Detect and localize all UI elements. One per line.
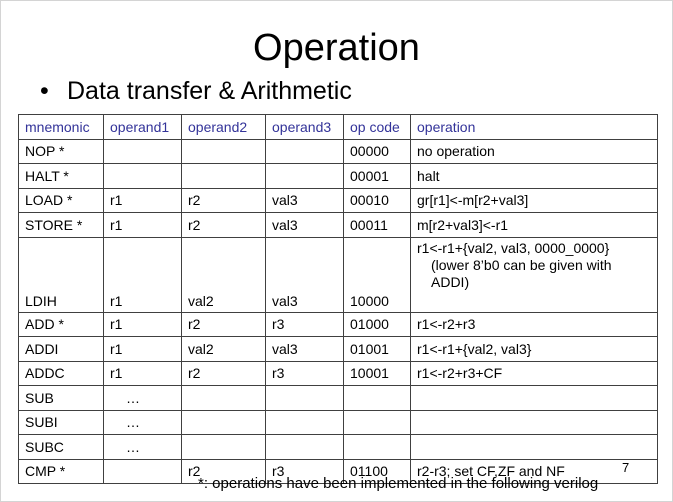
cell-operand1 (104, 164, 182, 189)
cell-operation: no operation (411, 139, 658, 164)
bullet-dot-icon: • (40, 77, 49, 105)
cell-operation (411, 410, 658, 435)
cell-operand3: r3 (266, 459, 344, 484)
table-header-row (19, 115, 658, 140)
cell-operation: halt (411, 164, 658, 189)
cell-mnemonic: LOAD * (19, 188, 104, 213)
cell-operand3 (266, 164, 344, 189)
cell-operand3: val3 (266, 213, 344, 238)
cell-mnemonic: STORE * (19, 213, 104, 238)
cell-op-code: 10001 (344, 361, 411, 386)
cell-op-code: 10000 (344, 237, 411, 312)
cell-operand2: val2 (182, 337, 266, 362)
cell-operand3 (266, 435, 344, 460)
cell-operation: r2-r3; set CF,ZF and NF (411, 459, 658, 484)
cell-mnemonic: SUB (19, 386, 104, 411)
cell-op-code: 01100 (344, 459, 411, 484)
header-operand1: operand1 (104, 115, 182, 140)
cell-operand2: r2 (182, 361, 266, 386)
cell-operand1: … (104, 386, 182, 411)
cell-operand2: r2 (182, 312, 266, 337)
cell-operand3: r3 (266, 361, 344, 386)
cell-mnemonic: ADDI (19, 337, 104, 362)
cell-operation: r1<-r2+r3+CF (411, 361, 658, 386)
bullet-text: Data transfer & Arithmetic (67, 77, 352, 105)
cell-mnemonic: SUBC (19, 435, 104, 460)
table-row (19, 164, 658, 189)
bullet-item (40, 76, 352, 106)
cell-operand1: r1 (104, 312, 182, 337)
header-operand2: operand2 (182, 115, 266, 140)
table-row (19, 337, 658, 362)
footnote: *: operations have been implemented in the following verilog (198, 475, 599, 492)
header-operation: operation (411, 115, 658, 140)
cell-operation (411, 435, 658, 460)
cell-operand1: … (104, 435, 182, 460)
cell-operand2: r2 (182, 459, 266, 484)
cell-operand3 (266, 386, 344, 411)
slide-title: Operation (253, 27, 420, 69)
cell-mnemonic: HALT * (19, 164, 104, 189)
table-row (19, 213, 658, 238)
cell-operand3: val3 (266, 337, 344, 362)
header-op-code: op code (344, 115, 411, 140)
cell-operand1: … (104, 410, 182, 435)
cell-operation: m[r2+val3]<-r1 (411, 213, 658, 238)
cell-op-code (344, 410, 411, 435)
cell-operand1: r1 (104, 213, 182, 238)
cell-operation: r1<-r2+r3 (411, 312, 658, 337)
cell-operation (411, 237, 658, 312)
cell-mnemonic: ADDC (19, 361, 104, 386)
operations-table (18, 114, 658, 484)
cell-operand1: r1 (104, 188, 182, 213)
cell-operand2: r2 (182, 213, 266, 238)
operation-text: r1<-r1+{val2, val3, 0000_0000} (417, 239, 610, 256)
cell-op-code: 00001 (344, 164, 411, 189)
cell-op-code: 00010 (344, 188, 411, 213)
header-operand3: operand3 (266, 115, 344, 140)
page-number: 7 (622, 460, 630, 475)
table-row (19, 361, 658, 386)
cell-operand2 (182, 410, 266, 435)
operation-note: (lower 8’b0 can be given with ADDI) (431, 256, 612, 290)
table-row (19, 410, 658, 435)
cell-operand1: r1 (104, 361, 182, 386)
cell-operand1: r1 (104, 337, 182, 362)
cell-operand2 (182, 164, 266, 189)
cell-operand1: r1 (104, 237, 182, 312)
cell-operand3: r3 (266, 312, 344, 337)
cell-mnemonic: CMP * (19, 459, 104, 484)
cell-operand2 (182, 139, 266, 164)
table-row (19, 435, 658, 460)
cell-op-code (344, 386, 411, 411)
cell-op-code: 00000 (344, 139, 411, 164)
table-row (19, 188, 658, 213)
cell-mnemonic: NOP * (19, 139, 104, 164)
table-row (19, 139, 658, 164)
table-row (19, 237, 658, 312)
cell-operand2: val2 (182, 237, 266, 312)
cell-op-code: 01001 (344, 337, 411, 362)
cell-operand2 (182, 435, 266, 460)
cell-operand3: val3 (266, 188, 344, 213)
cell-operand3 (266, 410, 344, 435)
cell-mnemonic: LDIH (19, 237, 104, 312)
cell-mnemonic: ADD * (19, 312, 104, 337)
cell-operand2: r2 (182, 188, 266, 213)
table-row (19, 312, 658, 337)
cell-operand1 (104, 459, 182, 484)
cell-operation: r1<-r1+{val2, val3} (411, 337, 658, 362)
cell-op-code: 00011 (344, 213, 411, 238)
table-row (19, 386, 658, 411)
cell-mnemonic: SUBI (19, 410, 104, 435)
cell-operand3: val3 (266, 237, 344, 312)
cell-operand2 (182, 386, 266, 411)
cell-operand1 (104, 139, 182, 164)
header-mnemonic: mnemonic (19, 115, 104, 140)
cell-operation: gr[r1]<-m[r2+val3] (411, 188, 658, 213)
cell-op-code (344, 435, 411, 460)
cell-op-code: 01000 (344, 312, 411, 337)
cell-operand3 (266, 139, 344, 164)
cell-operation (411, 386, 658, 411)
